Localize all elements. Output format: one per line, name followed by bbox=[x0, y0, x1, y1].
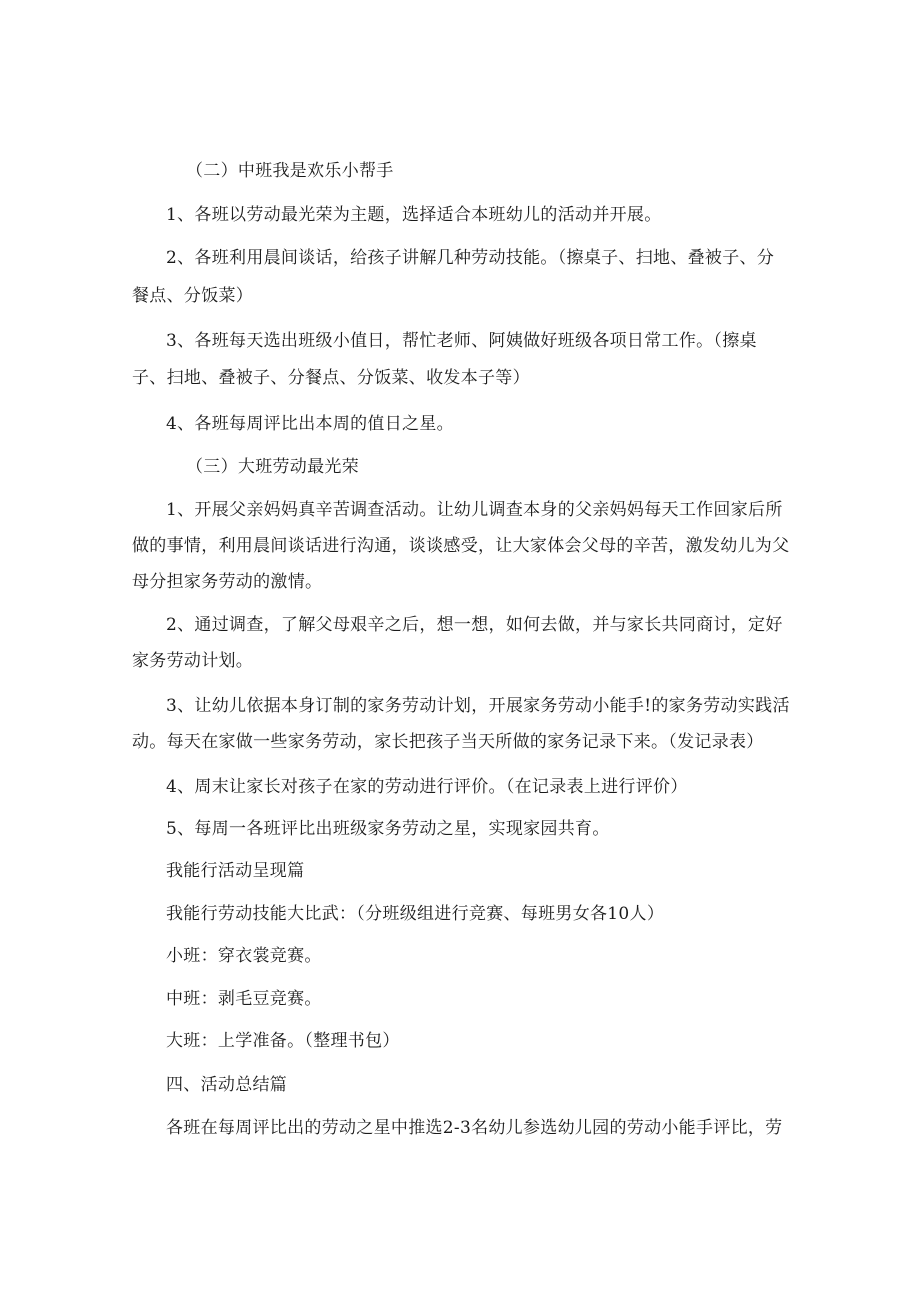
paragraph-line: 家务劳动计划。 bbox=[132, 651, 254, 671]
paragraph-line: 5、每周一各班评比出班级家务劳动之星，实现家园共育。 bbox=[166, 819, 610, 839]
paragraph-line: 母分担家务劳动的激情。 bbox=[132, 572, 323, 592]
paragraph-line: 1、各班以劳动最光荣为主题，选择适合本班幼儿的活动并开展。 bbox=[166, 205, 662, 225]
paragraph-line: 各班在每周评比出的劳动之星中推选2-3名幼儿参选幼儿园的劳动小能手评比，劳 bbox=[166, 1118, 783, 1138]
paragraph-line: 3、各班每天选出班级小值日，帮忙老师、阿姨做好班级各项日常工作。（擦桌 bbox=[166, 331, 757, 351]
paragraph-line: 1、开展父亲妈妈真辛苦调查活动。让幼儿调查本身的父亲妈妈每天工作回家后所 bbox=[166, 500, 783, 520]
paragraph-line: 4、各班每周评比出本周的值日之星。 bbox=[166, 414, 454, 434]
paragraph-line: 餐点、分饭菜） bbox=[132, 286, 254, 306]
paragraph-line: 4、周末让家长对孩子在家的劳动进行评价。（在记录表上进行评价） bbox=[166, 777, 688, 797]
paragraph-line: 2、通过调查，了解父母艰辛之后，想一想，如何去做，并与家长共同商讨，定好 bbox=[166, 615, 783, 635]
paragraph-line: 大班：上学准备。（整理书包） bbox=[166, 1031, 400, 1051]
paragraph-line: 我能行劳动技能大比武：（分班级组进行竞赛、每班男女各10人） bbox=[166, 904, 665, 924]
section-heading-middle-class: （二）中班我是欢乐小帮手 bbox=[186, 161, 394, 181]
paragraph-line: 2、各班利用晨间谈话，给孩子讲解几种劳动技能。（擦桌子、扫地、叠被子、分 bbox=[166, 248, 775, 268]
paragraph-line: 动。每天在家做一些家务劳动，家长把孩子当天所做的家务记录下来。（发记录表） bbox=[132, 732, 764, 752]
paragraph-line: 3、让幼儿依据本身订制的家务劳动计划，开展家务劳动小能手!的家务劳动实践活 bbox=[166, 696, 790, 716]
section-heading-summary: 四、活动总结篇 bbox=[166, 1075, 288, 1095]
paragraph-line: 中班：剥毛豆竞赛。 bbox=[166, 989, 322, 1009]
paragraph-line: 小班：穿衣裳竞赛。 bbox=[166, 946, 322, 966]
paragraph-line: 子、扫地、叠被子、分餐点、分饭菜、收发本子等） bbox=[132, 368, 530, 388]
section-heading-showcase: 我能行活动呈现篇 bbox=[166, 861, 305, 881]
section-heading-senior-class: （三）大班劳动最光荣 bbox=[186, 457, 359, 477]
paragraph-line: 做的事情，利用晨间谈话进行沟通，谈谈感受，让大家体会父母的辛苦，激发幼儿为父 bbox=[132, 536, 790, 556]
